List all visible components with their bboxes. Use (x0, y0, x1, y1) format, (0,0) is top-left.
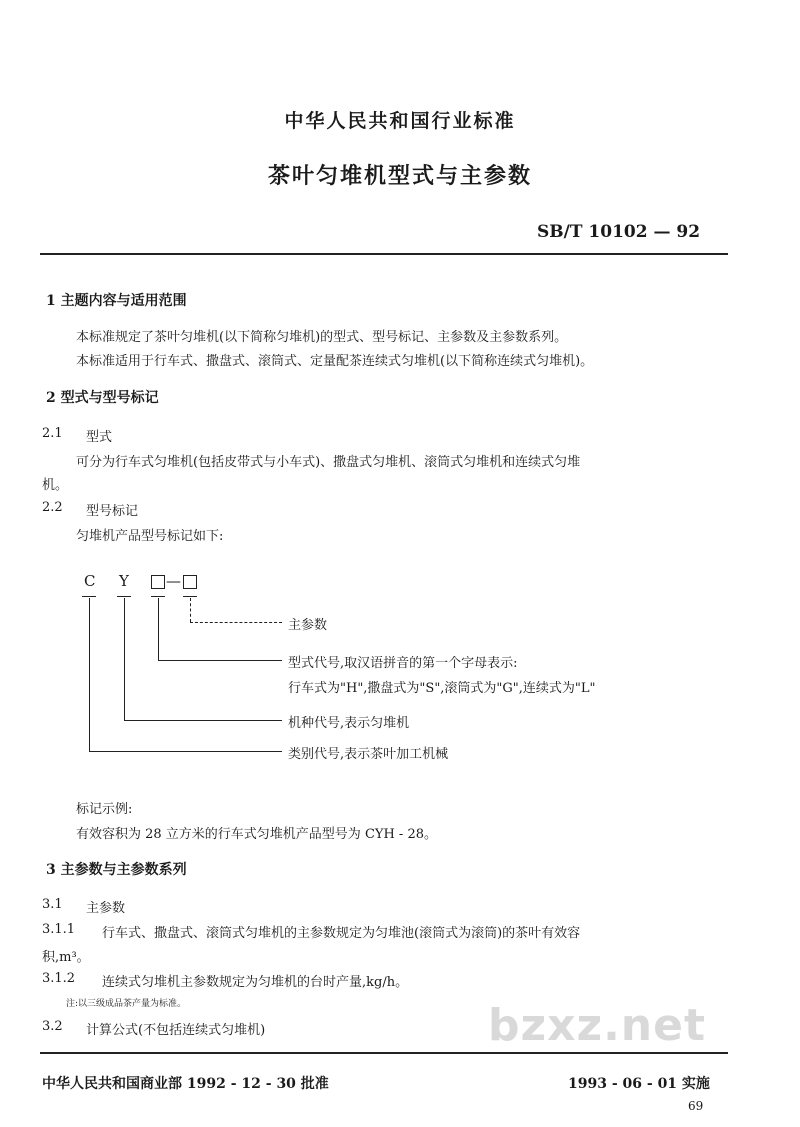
section-2-1-paragraph-line-2: 机。 (42, 478, 69, 493)
main-parameter-box (183, 575, 197, 589)
section-3-note: 注:以三级成品茶产量为标准。 (66, 999, 187, 1009)
section-2-heading: 2 型式与型号标记 (46, 390, 159, 406)
underline-y (117, 596, 131, 597)
section-2-1-paragraph-line-1: 可分为行车式匀堆机(包括皮带式与小车式)、撒盘式匀堆机、滚筒式匀堆机和连续式匀堆 (76, 455, 581, 470)
connector-type-code-horizontal (158, 660, 282, 661)
section-3-1-1-paragraph-line-2: 积,m³。 (42, 950, 90, 965)
label-machine-code: 机种代号,表示匀堆机 (288, 716, 410, 731)
section-2-2-paragraph: 匀堆机产品型号标记如下: (76, 529, 224, 544)
label-main-parameter: 主参数 (288, 618, 328, 633)
connector-main-parameter-vertical (190, 598, 191, 622)
footer-divider (40, 1052, 728, 1054)
page-number: 69 (688, 1099, 704, 1113)
effective-date: 1993 - 06 - 01 实施 (568, 1076, 710, 1092)
underline-c (82, 596, 96, 597)
letter-c: C (84, 572, 96, 590)
connector-type-code-vertical (158, 598, 159, 660)
type-code-box (151, 575, 165, 589)
document-title: 茶叶匀堆机型式与主参数 (267, 163, 532, 189)
section-1-heading: 1 主题内容与适用范围 (46, 293, 187, 309)
connector-main-parameter-horizontal (190, 622, 282, 623)
section-3-heading: 3 主参数与主参数系列 (46, 862, 187, 878)
watermark: bzxz.net (488, 1000, 707, 1051)
example-label: 标记示例: (76, 802, 133, 817)
label-category-code: 类别代号,表示茶叶加工机械 (288, 747, 449, 762)
connector-category-code-vertical (89, 598, 90, 751)
underline-param (183, 596, 197, 597)
section-3-1-title: 主参数 (86, 901, 126, 916)
section-2-1-number: 2.1 (42, 426, 63, 441)
standard-category-title: 中华人民共和国行业标准 (284, 110, 516, 132)
approval-line: 中华人民共和国商业部 1992 - 12 - 30 批准 (42, 1076, 329, 1092)
section-3-1-2-number: 3.1.2 (42, 971, 76, 986)
section-3-1-number: 3.1 (42, 897, 63, 912)
section-3-2-title: 计算公式(不包括连续式匀堆机) (86, 1023, 266, 1038)
connector-machine-code-horizontal (124, 720, 282, 721)
section-3-1-1-number: 3.1.1 (42, 922, 76, 937)
section-2-2-title: 型号标记 (86, 504, 139, 519)
letter-y: Y (119, 572, 129, 590)
header-divider (40, 253, 728, 255)
section-3-1-1-paragraph-line-1: 行车式、撒盘式、滚筒式匀堆机的主参数规定为匀堆池(滚筒式为滚筒)的茶叶有效容 (102, 926, 581, 941)
label-type-detail: 行车式为"H",撒盘式为"S",滚筒式为"G",连续式为"L" (288, 681, 596, 696)
separator-dash: — (166, 572, 181, 590)
example-text: 有效容积为 28 立方米的行车式匀堆机产品型号为 CYH - 28。 (76, 827, 438, 842)
connector-category-code-horizontal (89, 751, 282, 752)
section-1-paragraph-2: 本标准适用于行车式、撒盘式、滚筒式、定量配茶连续式匀堆机(以下简称连续式匀堆机)。 (76, 354, 594, 369)
standard-number: SB/T 10102 — 92 (537, 222, 701, 242)
section-3-2-number: 3.2 (42, 1019, 63, 1034)
underline-type (151, 596, 165, 597)
section-2-1-title: 型式 (86, 430, 113, 445)
section-2-2-number: 2.2 (42, 500, 63, 515)
connector-machine-code-vertical (124, 598, 125, 720)
section-1-paragraph-1: 本标准规定了茶叶匀堆机(以下简称匀堆机)的型式、型号标记、主参数及主参数系列。 (76, 330, 568, 345)
label-type-code: 型式代号,取汉语拼音的第一个字母表示: (288, 656, 518, 671)
section-3-1-2-paragraph: 连续式匀堆机主参数规定为匀堆机的台时产量,kg/h。 (102, 975, 409, 990)
